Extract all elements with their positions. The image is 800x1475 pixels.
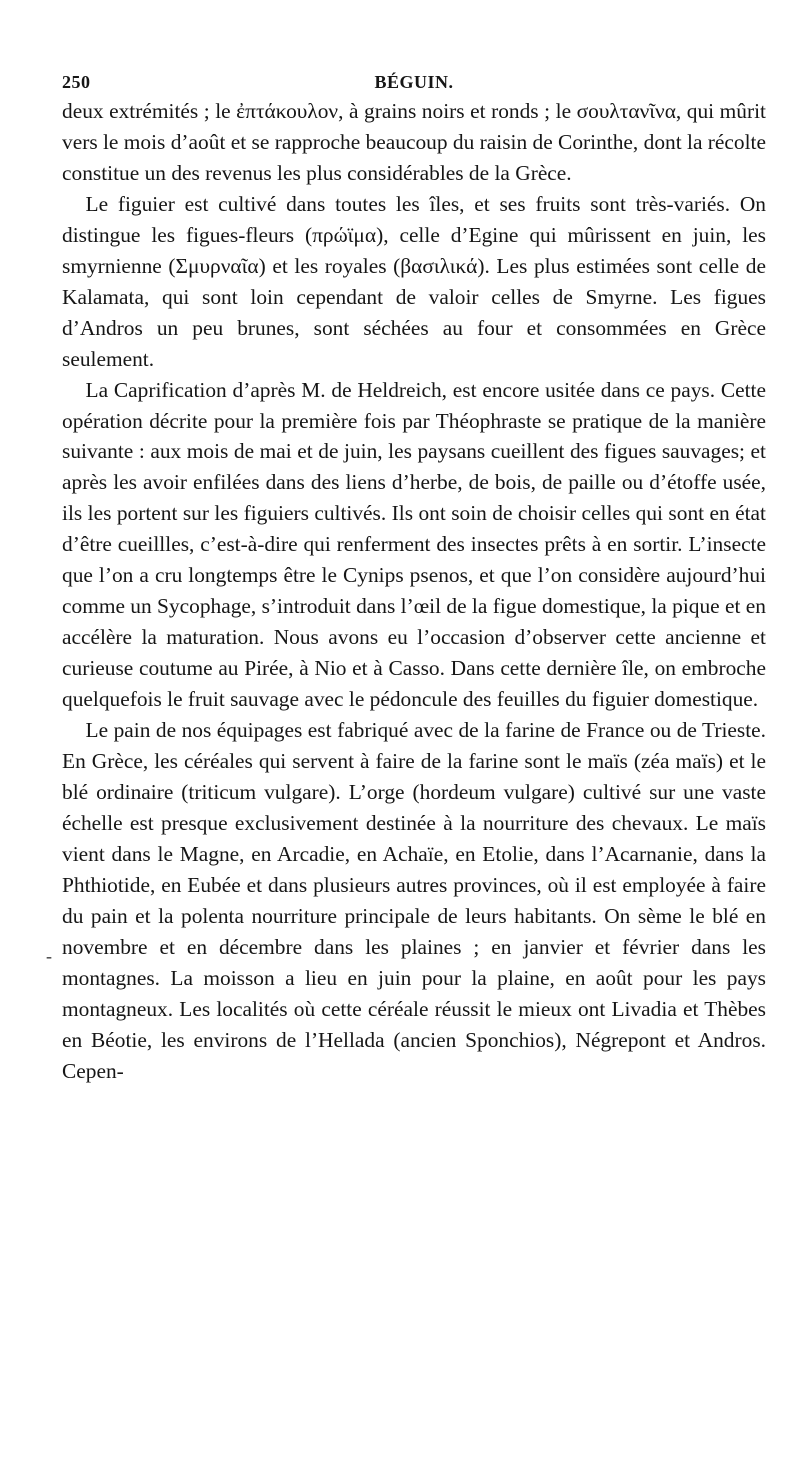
page-header	[62, 72, 766, 96]
body-text	[62, 96, 766, 1087]
running-title: BÉGUIN.	[374, 72, 454, 92]
paragraph: Le figuier est cultivé dans toutes les îles, et ses fruits sont très-variés. On distingue les figues-fleurs (πρώϊμα), celle d’Egine qui mûrissent en juin, les smyrnienne (Σμυρναῖα) et les royales (βασιλικά). Les plus estimées sont celle de Kalamata, qui sont loin cependant de valoir celles de Smyrne. Les figues d’Andros un peu brunes, sont séchées au four et consommées en Grèce seulement.	[62, 191, 766, 371]
paragraph: Le pain de nos équipages est fabriqué avec de la farine de France ou de Trieste. En Grèce, les céréales qui servent à faire de la farine sont le maïs (zéa maïs) et le blé ordinaire (triticum vulgare). L’orge (hordeum vulgare) cultivé sur une vaste échelle est presque exclusivement destinée à la nourriture des chevaux. Le maïs vient dans le Magne, en Arcadie, en Achaïe, en Etolie, dans l’Acarnanie, dans la Phthiotide, en Eubée et dans plusieurs autres provinces, où il est employée à faire du pain et la polenta nourriture principale de leurs habitants. On sème le blé en novembre et en décembre dans les plaines ; en janvier et février dans les montagnes. La moisson a lieu en juin pour la plaine, en août pour les pays montagneux. Les localités où cette céréale réussit le mieux ont Livadia et Thèbes en Béotie, les environs de l’Hellada (ancien Sponchios), Négrepont et Andros. Cepen-	[62, 718, 766, 1083]
paragraph: deux extrémités ; le ἐπτάκουλον, à grains noirs et ronds ; le σουλτανῖνα, qui mûrit vers le mois d’août et se rapproche beaucoup du raisin de Corinthe, dont la récolte constitue un des revenus les plus considérables de la Grèce.	[62, 99, 766, 185]
margin-mark: -	[46, 946, 52, 966]
paragraph: La Caprification d’après M. de Heldreich, est encore usitée dans ce pays. Cette opération décrite pour la première fois par Théophraste se pratique de la manière suivante : aux mois de mai et de juin, les paysans cueillent des figues sauvages; et après les avoir enfilées dans des liens d’herbe, de bois, de paille ou d’étoffe usée, ils les portent sur les figuiers cultivés. Ils ont soin de choisir celles qui sont en état d’être cueillles, c’est-à-dire qui renferment des insectes prêts à en sortir. L’insecte que l’on a cru longtemps être le Cynips psenos, et que l’on considère aujourd’hui comme un Sycophage, s’introduit dans l’œil de la figue domestique, la pique et en accélère la maturation. Nous avons eu l’occasion d’observer cette ancienne et curieuse coutume au Pirée, à Nio et à Casso. Dans cette dernière île, on embroche quelquefois le fruit sauvage avec le pédoncule des feuilles du figuier domestique.	[62, 377, 766, 712]
page-number: 250	[62, 72, 91, 92]
